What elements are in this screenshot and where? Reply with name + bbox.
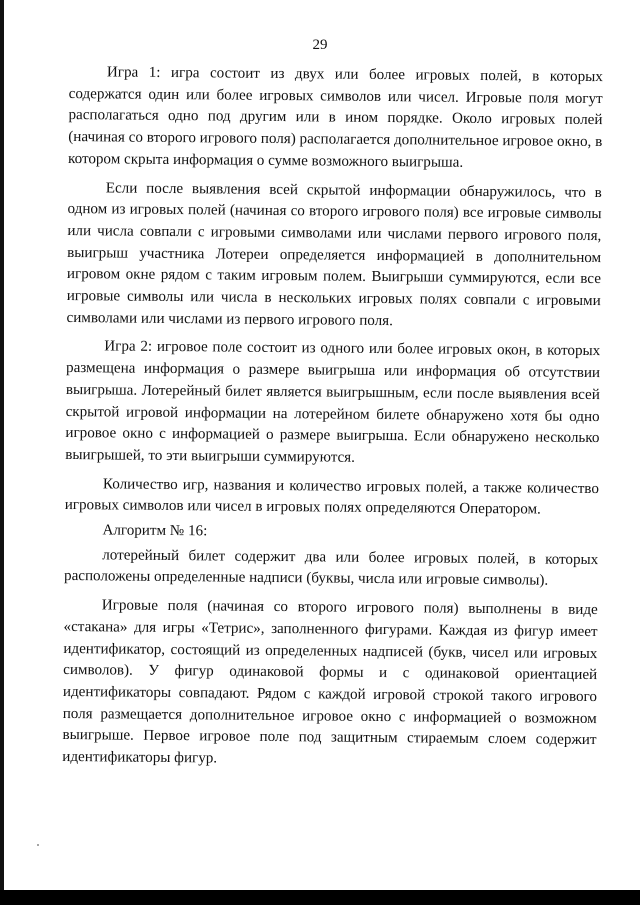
scan-bottom-border	[0, 890, 640, 905]
paragraph-game-1: Игра 1: игра состоит из двух или более игровых полей, в которых содержатся один или более игровых символов или чисел. Игровые поля могут располагаться одно под другим или в ином порядке. Около игровых полей (начиная со второго игрового поля) располагается дополнительное игровое окно, в котором скрыта информация о сумме возможного выигрыша.	[67, 64, 603, 171]
paragraph-tetris-fields: Игровые поля (начиная со второго игрового поля) выполнены в виде «стакана» для игры «Тетрис», заполненного фигурами. Каждая из фигур имеет идентификатор, состоящий из определенных надписей (букв, чисел или игровых символов). У фигур одинаковой формы и с одинаковой ориентацией идентификаторы совпадают. Рядом с каждой игровой строкой такого игрового поля размещается дополнительное игровое окно с информацией о возможном выигрыше. Первое игровое поле под защитным стираемым слоем содержит идентификаторы фигур.	[62, 597, 598, 767]
document-body	[62, 62, 603, 781]
paragraph-winning-condition: Если после выявления всей скрытой информации обнаружилось, что в одном из игровых полей (начиная со второго игрового поля) все игровые символы или числа совпали с игровыми символами или числами первого игрового поля, выигрыш участника Лотереи определяется информацией в дополнительном игровом окне рядом с таким игровым полем. Выигрыши суммируются, если все игровые символы или числа в нескольких игровых полях совпали с игровыми символами или числами из первого игрового поля.	[66, 179, 602, 329]
paragraph-game-2: Игра 2: игровое поле состоит из одного или более игровых окон, в которых размещена информация о размере выигрыша или информация об отсутствии выигрыша. Лотерейный билет является выигрышным, если после выявления всей скрытой игровой информации на лотерейном билете обнаружено хотя бы одно игровое окно с информацией о размере выигрыша. Если обнаружено несколько выигрышей, то эти выигрыши суммируются.	[65, 338, 601, 466]
algorithm-heading: Алгоритм № 16:	[102, 522, 208, 540]
scan-speck	[37, 844, 39, 846]
paragraph-ticket-fields: лотерейный билет содержит два или более игровых полей, в которых расположены определенные надписи (буквы, числа или игровые символы).	[63, 547, 599, 590]
page-number: 29	[312, 37, 328, 53]
paragraph-operator-settings: Количество игр, названия и количество игровых полей, а также количество игровых символов или чисел в игровых полях определяются Оператором.	[64, 476, 600, 518]
scan-left-border	[0, 0, 4, 905]
